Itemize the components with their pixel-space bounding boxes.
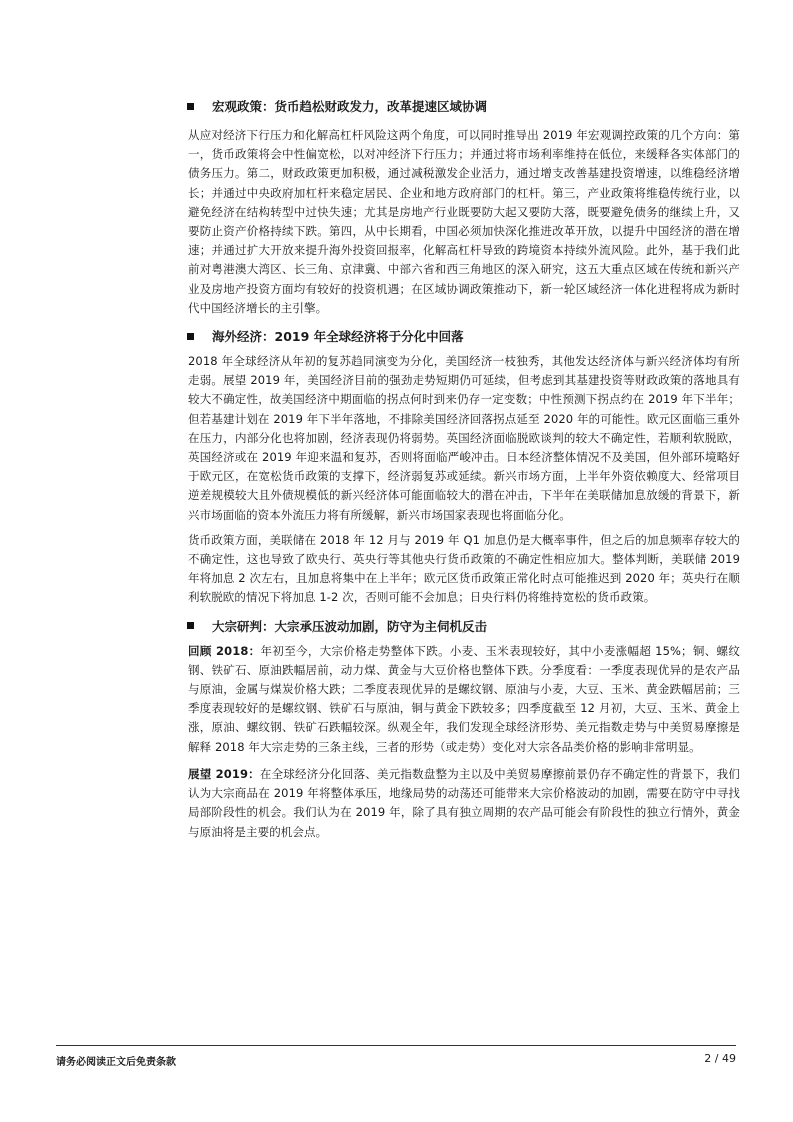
footer-disclaimer: 请务必阅读正文后免责条款 xyxy=(56,1057,176,1068)
section-heading-overseas-economy xyxy=(187,326,740,346)
paragraph-outlook-2019 xyxy=(188,765,740,842)
heading-text: 大宗研判：大宗承压波动加剧，防守为主伺机反击 xyxy=(212,618,488,634)
square-bullet-icon xyxy=(187,103,194,110)
paragraph-review-2018 xyxy=(188,642,740,757)
report-body xyxy=(188,96,740,842)
paragraph-text: 在全球经济分化回落、美元指数盘整为主以及中美贸易摩擦前景仍存不确定性的背景下，我们认为大宗商品在 2019 年将整体承压，地缘局势的动荡还可能带来大宗价格波动的加剧，需要在防守中寻找局部阶段性的机会。我们认为在 2019 年，除了具有独立周期的农产品可能会有阶段性的独立行情外，黄金与原油将是主要的机会点。 xyxy=(188,766,740,839)
paragraph-monetary-policy: 货币政策方面，美联储在 2018 年 12 月与 2019 年 Q1 加息仍是大概率事件，但之后的加息频率存较大的不确定性，这也导致了欧央行、英央行等其他央行货币政策的不确定性相应加大。整体判断，美联储 2019 年将加息 2 次左右，且加息将集中在上半年；欧元区货币政策正常化时点可能推迟到 2020 年；英央行在顺利软脱欧的情况下将加息 1-2 次，否则可能不会加息；日央行料仍将维持宽松的货币政策。 xyxy=(188,532,740,605)
page-number: 2 / 49 xyxy=(704,1052,736,1065)
paragraph-global-economy: 2018 年全球经济从年初的复苏趋同演变为分化，美国经济一枝独秀，其他发达经济体与新兴经济体均有所走弱。展望 2019 年，美国经济目前的强劲走势短期仍可延续，但考虑到其基建投资等财政政策的落地具有较大不确定性，故美国经济中期面临的拐点何时到来仍存一定变数；中性预测下拐点约在 2019 年下半年；但若基建计划在 2019 年下半年落地，不排除美国经济回落拐点延至 2020 年的可能性。欧元区面临三重外在压力，内部分化也将加剧，经济表现仍将弱势。英国经济面临脱欧谈判的较大不确定性，若顺利软脱欧，英国经济或在 2019 年迎来温和复苏，否则将面临严峻冲击。日本经济整体情况不及美国，但外部环境略好于欧元区，在宽松货币政策的支撑下，经济弱复苏或延续。新兴市场方面，上半年外资依赖度大、经常项目逆差规模较大且外债规模低的新兴经济体可能面临较大的潜在冲击，下半年在美联储加息放缓的背景下，新兴市场面临的资本外流压力将有所缓解，新兴市场国家表现也将面临分化。 xyxy=(188,354,740,522)
section-heading-commodities xyxy=(187,616,740,636)
section-heading-macro-policy xyxy=(187,96,740,116)
heading-text: 宏观政策：货币趋松财政发力，改革提速区域协调 xyxy=(212,99,488,114)
square-bullet-icon xyxy=(187,333,194,340)
paragraph-lead: 展望 2019： xyxy=(188,766,260,781)
footer-divider xyxy=(56,1045,736,1046)
paragraph-macro-policy: 从应对经济下行压力和化解高杠杆风险这两个角度，可以同时推导出 2019 年宏观调控政策的几个方向：第一，货币政策将会中性偏宽松，以对冲经济下行压力；并通过将市场利率维持在低位，来缓释各实体部门的债务压力。第二，财政政策更加积极，通过减税激发企业活力，通过增支改善基建投资增速，以维稳经济增长；并通过中央政府加杠杆来稳定居民、企业和地方政府部门的杠杆。第三，产业政策将维稳传统行业，以避免经济在结构转型中过快失速；尤其是房地产行业既要防大起又要防大落，既要避免债务的继续上升，又要防止资产价格持续下跌。第四，从中长期看，中国必须加快深化推进改革开放，以提升中国经济的潜在增速；并通过扩大开放来提升海外投资回报率，化解高杠杆导致的跨境资本持续外流风险。此外，基于我们此前对粤港澳大湾区、长三角、京津冀、中部六省和西三角地区的深入研究，这五大重点区域在传统和新兴产业及房地产投资方面均有较好的投资机遇；在区域协调政策推动下，新一轮区域经济一体化进程将成为新时代中国经济增长的主引擎。 xyxy=(188,128,740,315)
square-bullet-icon xyxy=(187,622,194,629)
heading-text: 海外经济：2019 年全球经济将于分化中回落 xyxy=(212,329,464,345)
paragraph-text: 年初至今，大宗价格走势整体下跌。小麦、玉米表现较好，其中小麦涨幅超 15%；铜、螺纹钢、铁矿石、原油跌幅居前，动力煤、黄金与大豆价格也整体下跌。分季度看：一季度表现优异的是农产品与原油，金属与煤炭价格大跌；二季度表现优异的是螺纹钢、原油与小麦，大豆、玉米、黄金跌幅居前；三季度表现较好的是螺纹钢、铁矿石与原油，铜与黄金下跌较多；四季度截至 12 月初，大豆、玉米、黄金上涨，原油、螺纹钢、铁矿石跌幅较深。纵观全年，我们发现全球经济形势、美元指数走势与中美贸易摩擦是解释 2018 年大宗走势的三条主线，三者的形势（或走势）变化对大宗各品类价格的影响非常明显。 xyxy=(188,643,740,754)
paragraph-lead: 回顾 2018： xyxy=(188,643,261,658)
